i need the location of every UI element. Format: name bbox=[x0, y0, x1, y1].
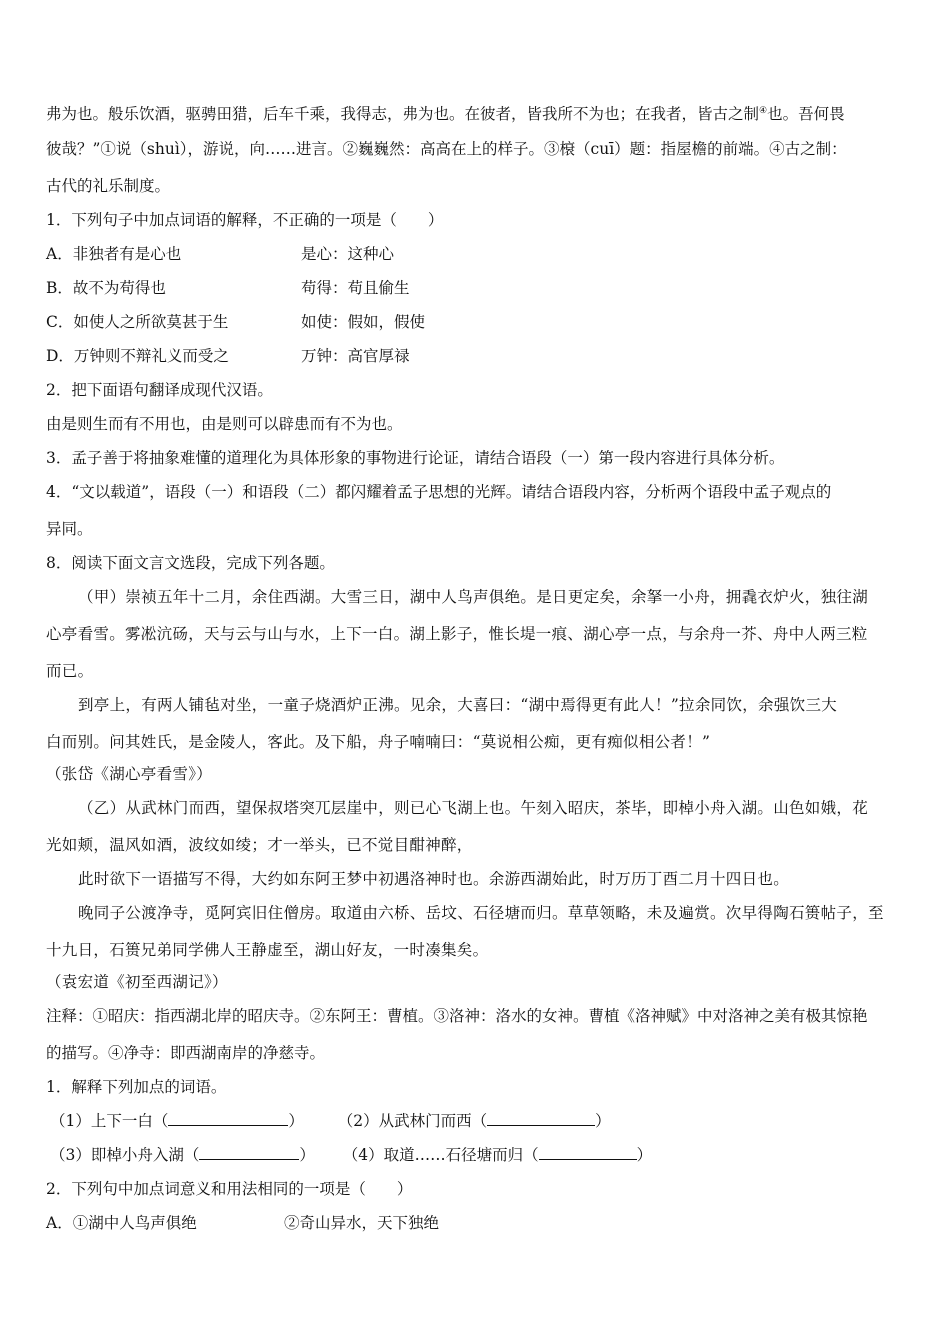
question-2-sentence: 由是则生而有不用也，由是则可以辟患而有不为也。 bbox=[46, 415, 403, 433]
passage-jia2-line-2: 白而别。问其姓氏，是金陵人，客此。及下船，舟子喃喃曰：“莫说相公痴，更有痴似相公者！” bbox=[46, 733, 711, 751]
passage-yi3-line-1: 晚同子公渡净寺，觅阿宾旧住僧房。取道由六桥、岳坟、石径塘而归。草草领略，未及遍赏。次早得陶石篑帖子，至 bbox=[78, 904, 884, 922]
item-2-close: ） bbox=[595, 1112, 611, 1130]
option-b-explanation: 苟得：苟且偷生 bbox=[301, 279, 410, 297]
passage-jia-line-3: 而已。 bbox=[46, 662, 94, 680]
passage-jia-line-2: 心亭看雪。雾凇沆砀，天与云与山与水，上下一白。湖上影子，惟长堤一痕、湖心亭一点，与余舟一芥、舟中人两三粒 bbox=[46, 625, 868, 643]
question-4-line-1: 4．“文以载道”，语段（一）和语段（二）都闪耀着孟子思想的光辉。请结合语段内容，分析两个语段中孟子观点的 bbox=[46, 483, 832, 501]
sub-question-2-option-a bbox=[46, 1212, 439, 1234]
passage-yi-line-1: （乙）从武林门而西，望保叔塔突兀层崖中，则已心飞湖上也。午刻入昭庆，茶毕，即棹小舟入湖。山色如娥，花 bbox=[78, 799, 869, 817]
passage-yi2: 此时欲下一语描写不得，大约如东阿王梦中初遇洛神时也。余游西湖始此，时万历丁酉二月十四日也。 bbox=[78, 870, 790, 888]
sub-question-1-row-1 bbox=[50, 1110, 611, 1132]
passage-jia-source: （张岱《湖心亭看雪》） bbox=[46, 765, 213, 783]
option-d-sentence: D．万钟则不辩礼义而受之 bbox=[46, 347, 229, 365]
intro-line-1-end: 也。吾何畏 bbox=[767, 105, 845, 124]
item-1-close: ） bbox=[288, 1112, 304, 1130]
intro-line-3: 古代的礼乐制度。 bbox=[46, 177, 171, 195]
question-2-stem: 2．把下面语句翻译成现代汉语。 bbox=[46, 381, 273, 399]
passage-yi-source: （袁宏道《初至西湖记》） bbox=[46, 973, 228, 991]
item-4-label: （4）取道……石径塘而归（ bbox=[342, 1146, 539, 1164]
item-3-close: ） bbox=[299, 1146, 315, 1164]
item-1-label: （1）上下一白（ bbox=[50, 1112, 169, 1130]
answer-blank-3[interactable] bbox=[199, 1145, 299, 1160]
question-1-option-d bbox=[46, 345, 410, 367]
intro-line-1 bbox=[46, 100, 845, 125]
notes-line-2: 的描写。④净寺：即西湖南岸的净慈寺。 bbox=[46, 1044, 326, 1062]
answer-blank-2[interactable] bbox=[487, 1111, 595, 1126]
notes-line-1: 注释：①昭庆：指西湖北岸的昭庆寺。②东阿王：曹植。③洛神：洛水的女神。曹植《洛神赋》中对洛神之美有极其惊艳 bbox=[46, 1007, 868, 1025]
intro-line-1-text: 弗为也。般乐饮酒，驱骋田猎，后车千乘，我得志，弗为也。在彼者，皆我所不为也；在我者，皆古之制 bbox=[46, 105, 760, 124]
answer-blank-1[interactable] bbox=[168, 1111, 288, 1126]
passage-jia2-line-1: 到亭上，有两人铺毡对坐，一童子烧酒炉正沸。见余，大喜曰：“湖中焉得更有此人！”拉余同饮，余强饮三大 bbox=[78, 696, 838, 714]
option-a-sentence: A．非独者有是心也 bbox=[46, 245, 182, 263]
option-d-explanation: 万钟：高官厚禄 bbox=[301, 347, 410, 365]
question-1-option-b bbox=[46, 277, 410, 299]
option-a-second: ②奇山异水，天下独绝 bbox=[284, 1214, 440, 1232]
item-4-close: ） bbox=[636, 1146, 653, 1164]
question-4-line-2: 异同。 bbox=[46, 520, 93, 538]
item-3-label: （3）即棹小舟入湖（ bbox=[50, 1146, 200, 1164]
intro-line-2: 彼哉？”①说（shuì），游说，向……进言。②巍巍然：高高在上的样子。③榱（cuī）题：指屋檐的前端。④古之制： bbox=[46, 140, 847, 158]
section-8-heading: 8．阅读下面文言文选段，完成下列各题。 bbox=[46, 554, 335, 572]
sub-question-1-stem: 1．解释下列加点的词语。 bbox=[46, 1078, 227, 1096]
option-c-sentence: C．如使人之所欲莫甚于生 bbox=[46, 313, 229, 331]
footnote-mark: ④ bbox=[759, 106, 768, 116]
passage-jia-line-1: （甲）崇祯五年十二月，余住西湖。大雪三日，湖中人鸟声俱绝。是日更定矣，余拏一小舟，拥毳衣炉火，独往湖 bbox=[78, 588, 869, 606]
option-a-explanation: 是心：这种心 bbox=[301, 245, 395, 263]
question-3: 3．孟子善于将抽象难懂的道理化为具体形象的事物进行论证，请结合语段（一）第一段内容进行具体分析。 bbox=[46, 449, 785, 467]
question-1-option-a bbox=[46, 243, 394, 265]
answer-blank-4[interactable] bbox=[539, 1145, 637, 1160]
passage-yi-line-2: 光如颊，温风如酒，波纹如绫；才一举头，已不觉目酣神醉， bbox=[46, 836, 473, 854]
sub-question-1-row-2 bbox=[50, 1144, 652, 1166]
option-a-first: A．①湖中人鸟声俱绝 bbox=[46, 1214, 197, 1232]
question-1-stem: 1．下列句子中加点词语的解释，不正确的一项是（ ） bbox=[46, 211, 444, 229]
question-1-option-c bbox=[46, 311, 425, 333]
option-c-explanation: 如使：假如，假使 bbox=[301, 313, 426, 331]
item-2-label: （2）从武林门而西（ bbox=[337, 1112, 488, 1130]
sub-question-2-stem: 2．下列句中加点词意义和用法相同的一项是（ ） bbox=[46, 1180, 413, 1198]
option-b-sentence: B．故不为苟得也 bbox=[46, 279, 166, 297]
passage-yi3-line-2: 十九日，石篑兄弟同学佛人王静虚至，湖山好友，一时凑集矣。 bbox=[46, 941, 489, 959]
